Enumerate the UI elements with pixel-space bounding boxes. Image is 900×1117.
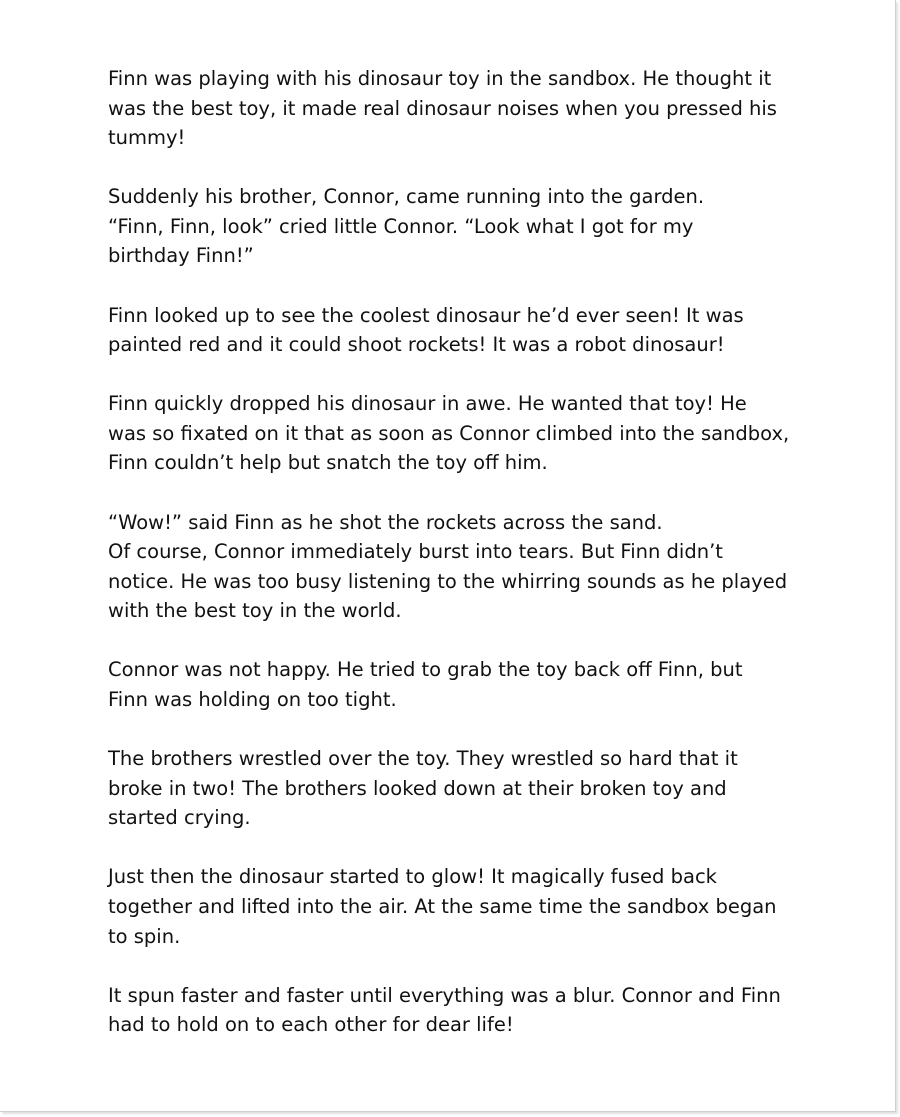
- text-line: “Wow!” said Finn as he shot the rockets across the sand.: [108, 510, 663, 534]
- paragraph-2: [108, 182, 808, 271]
- text-line: broke in two! The brothers looked down at their broken toy and: [108, 776, 727, 800]
- text-line: started crying.: [108, 806, 251, 830]
- paragraph-4: [108, 389, 808, 478]
- story-text: [108, 64, 808, 1069]
- text-line: Finn was holding on too tight.: [108, 688, 397, 711]
- paragraph-5: [108, 508, 808, 626]
- text-line: Finn looked up to see the coolest dinosaur he’d ever seen! It was: [108, 303, 744, 327]
- text-line: tummy!: [108, 126, 186, 150]
- text-line: The brothers wrestled over the toy. They wrestled so hard that it: [108, 747, 738, 771]
- text-line: together and lifted into the air. At the same time the sandbox began: [108, 894, 777, 918]
- text-line: birthday Finn!”: [108, 244, 254, 268]
- text-line: notice. He was too busy listening to the whirring sounds as he played: [108, 569, 788, 593]
- text-line: was the best toy, it made real dinosaur noises when you pressed his: [108, 96, 777, 120]
- text-line: It spun faster and faster until everything was a blur. Connor and Finn: [108, 983, 781, 1007]
- text-line: was so fixated on it that as soon as Connor climbed into the sandbox,: [108, 421, 790, 445]
- paragraph-1: [108, 64, 808, 153]
- text-line: Connor was not happy. He tried to grab the toy back off Finn, but: [108, 658, 743, 682]
- text-line: Finn was playing with his dinosaur toy in the sandbox. He thought it: [108, 67, 772, 90]
- paragraph-6: [108, 655, 808, 714]
- text-line: painted red and it could shoot rockets! It was a robot dinosaur!: [108, 333, 725, 357]
- paragraph-8: [108, 862, 808, 951]
- text-line: Just then the dinosaur started to glow! It magically fused back: [108, 865, 717, 889]
- text-line: to spin.: [108, 924, 181, 948]
- paragraph-7: [108, 744, 808, 833]
- text-line: Suddenly his brother, Connor, came running into the garden.: [108, 185, 705, 209]
- text-line: with the best toy in the world.: [108, 599, 402, 623]
- text-line: Of course, Connor immediately burst into tears. But Finn didn’t: [108, 540, 723, 564]
- text-line: had to hold on to each other for dear life!: [108, 1013, 514, 1037]
- paragraph-3: [108, 301, 808, 360]
- paragraph-9: [108, 981, 808, 1040]
- text-line: Finn couldn’t help but snatch the toy off him.: [108, 451, 548, 475]
- text-line: Finn quickly dropped his dinosaur in awe. He wanted that toy! He: [108, 392, 747, 416]
- text-line: “Finn, Finn, look” cried little Connor. “Look what I got for my: [108, 214, 694, 238]
